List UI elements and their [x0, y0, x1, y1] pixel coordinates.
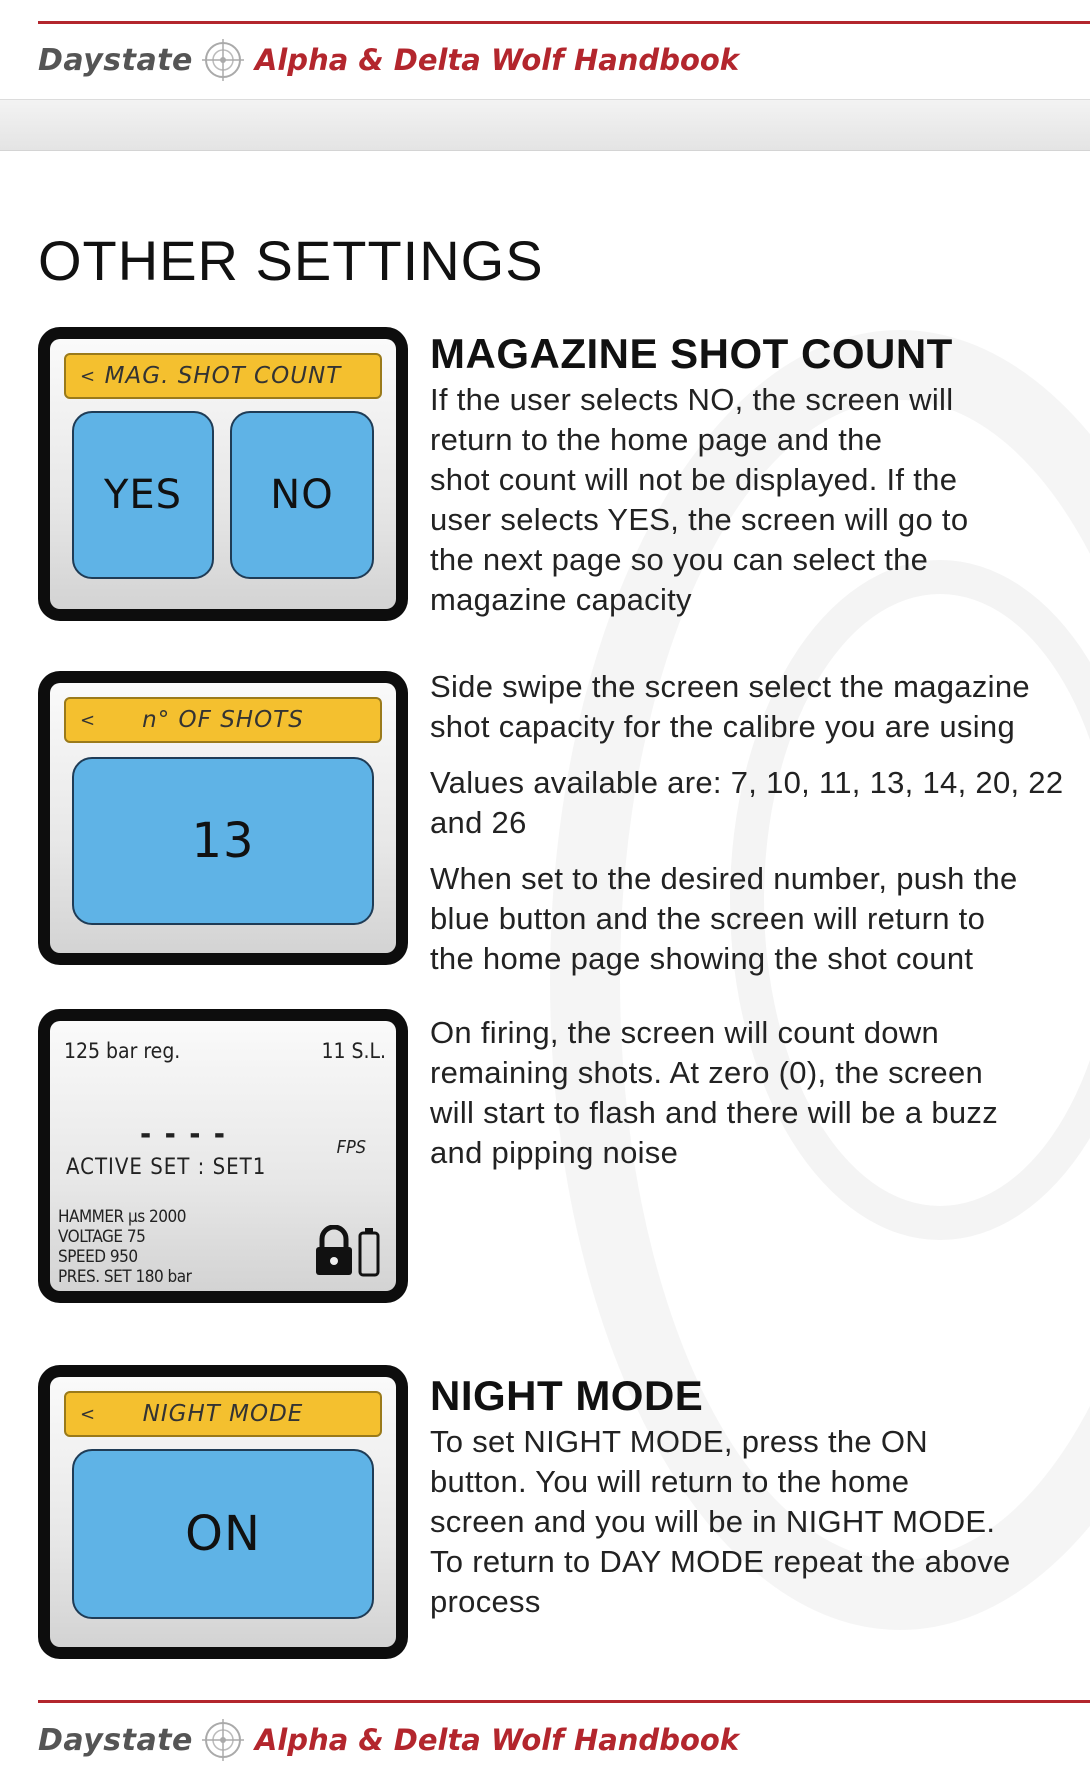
stat-voltage: VOLTAGE 75	[58, 1227, 146, 1247]
firing-line: and pipping noise	[430, 1135, 679, 1170]
slot-label: 11 S.L.	[321, 1039, 386, 1063]
screen-home	[38, 1009, 408, 1303]
swipe-paragraph	[430, 667, 1030, 747]
night-line: process	[430, 1584, 541, 1619]
header-brand	[38, 38, 739, 82]
header-band	[0, 99, 1090, 151]
values-paragraph	[430, 763, 1063, 843]
mag-shot-count-title: MAG. SHOT COUNT	[104, 363, 342, 389]
active-set-label: ACTIVE SET : SET1	[66, 1155, 267, 1180]
night-mode-titlebar	[64, 1391, 382, 1437]
device-screen	[50, 1021, 396, 1291]
shot-count-dashes: - - - -	[140, 1117, 227, 1152]
night-mode-title: NIGHT MODE	[142, 1401, 304, 1427]
footer-handbook-title: Alpha & Delta Wolf Handbook	[254, 1723, 740, 1757]
shot-value-button	[72, 757, 374, 925]
back-arrow-icon: <	[80, 1403, 96, 1425]
night-line: button. You will return to the home	[430, 1464, 910, 1499]
firing-line: remaining shots. At zero (0), the screen	[430, 1055, 984, 1090]
screen-num-shots	[38, 671, 408, 965]
device-screen	[50, 683, 396, 953]
num-shots-title: n° OF SHOTS	[142, 707, 304, 733]
page-title: OTHER SETTINGS	[38, 229, 544, 292]
desired-paragraph	[430, 859, 1018, 979]
desired-line: When set to the desired number, push the	[430, 861, 1018, 896]
on-label: ON	[185, 1506, 261, 1562]
header-logo-text: Daystate	[38, 42, 193, 78]
reg-pressure-label: 125 bar reg.	[64, 1039, 181, 1063]
magazine-line: user selects YES, the screen will go to	[430, 502, 969, 537]
swipe-line: Side swipe the screen select the magazine	[430, 669, 1030, 704]
night-line: To return to DAY MODE repeat the above	[430, 1544, 1011, 1579]
lock-battery-icons	[314, 1225, 384, 1281]
night-line: To set NIGHT MODE, press the ON	[430, 1424, 928, 1459]
magazine-section	[430, 330, 968, 620]
firing-line: On firing, the screen will count down	[430, 1015, 940, 1050]
footer-rule	[38, 1700, 1090, 1703]
magazine-line: the next page so you can select the	[430, 542, 929, 577]
fps-label: FPS	[336, 1137, 366, 1158]
firing-line: will start to flash and there will be a buzz	[430, 1095, 999, 1130]
screen-mag-shot-count	[38, 327, 408, 621]
footer-logo-text: Daystate	[38, 1722, 193, 1758]
stat-hammer: HAMMER µs 2000	[58, 1207, 186, 1227]
desired-line: the home page showing the shot count	[430, 941, 974, 976]
desired-line: blue button and the screen will return to	[430, 901, 986, 936]
footer-brand	[38, 1718, 739, 1762]
device-screen	[50, 339, 396, 609]
stat-pressure: PRES. SET 180 bar	[58, 1267, 192, 1287]
magazine-line: magazine capacity	[430, 582, 692, 617]
swipe-line: shot capacity for the calibre you are using	[430, 709, 1015, 744]
mag-shot-count-titlebar	[64, 353, 382, 399]
crosshair-icon	[201, 38, 245, 82]
back-arrow-icon: <	[80, 709, 96, 731]
header-handbook-title: Alpha & Delta Wolf Handbook	[254, 43, 740, 77]
yes-button	[72, 411, 214, 579]
stat-speed: SPEED 950	[58, 1247, 138, 1267]
shot-value: 13	[191, 813, 255, 869]
stats-list	[58, 1207, 191, 1287]
device-screen	[50, 1377, 396, 1647]
night-section	[430, 1372, 1011, 1622]
night-heading: NIGHT MODE	[430, 1372, 704, 1419]
magazine-line: shot count will not be displayed. If the	[430, 462, 958, 497]
magazine-line: return to the home page and the	[430, 422, 883, 457]
back-arrow-icon: <	[80, 365, 96, 387]
magazine-heading: MAGAZINE SHOT COUNT	[430, 330, 953, 377]
yes-label: YES	[103, 472, 183, 518]
header-rule	[38, 21, 1090, 24]
values-line: Values available are: 7, 10, 11, 13, 14, 20, 22	[430, 765, 1064, 800]
num-shots-titlebar	[64, 697, 382, 743]
on-button	[72, 1449, 374, 1619]
magazine-line: If the user selects NO, the screen will	[430, 382, 954, 417]
no-label: NO	[270, 472, 334, 518]
no-button	[230, 411, 374, 579]
values-line: and 26	[430, 805, 527, 840]
screen-night-mode	[38, 1365, 408, 1659]
crosshair-icon	[201, 1718, 245, 1762]
firing-paragraph	[430, 1013, 998, 1173]
night-line: screen and you will be in NIGHT MODE.	[430, 1504, 996, 1539]
